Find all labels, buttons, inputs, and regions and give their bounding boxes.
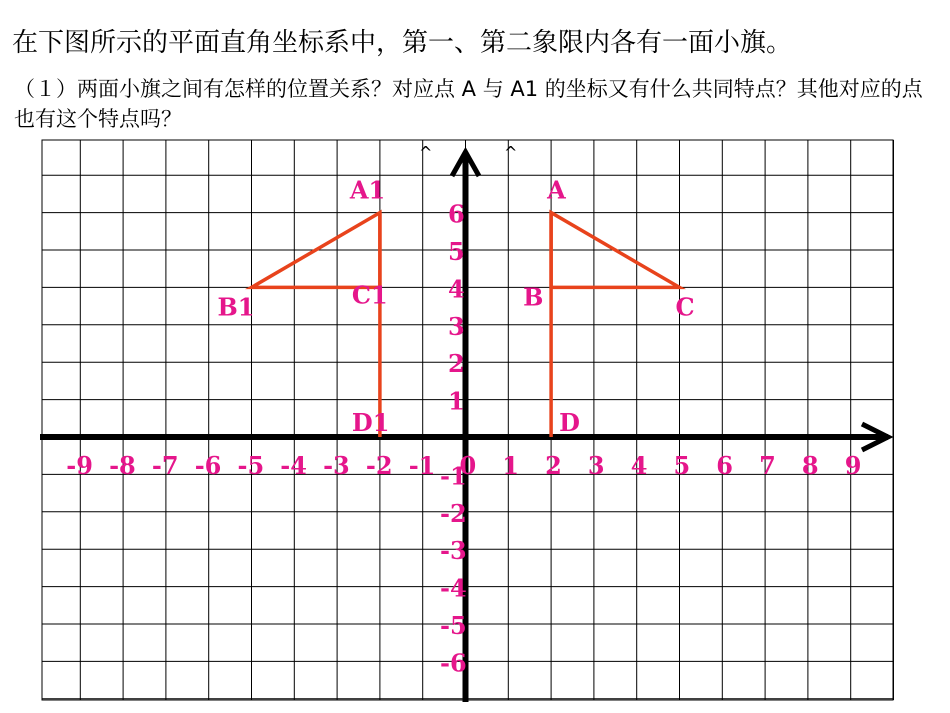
y-tick-label: 2 [448, 349, 465, 379]
x-tick-label: -4 [280, 451, 307, 480]
x-tick-label: -2 [365, 451, 393, 480]
small-caret-left: ^ [419, 143, 433, 162]
y-tick-label: -4 [440, 573, 467, 603]
point-label-c: C [675, 292, 695, 322]
y-tick-label: 5 [448, 237, 465, 266]
y-tick-label: -2 [440, 498, 467, 528]
y-tick-label: -5 [440, 611, 467, 640]
point-label-c1: C1 [351, 280, 388, 310]
y-tick-label: -3 [440, 536, 467, 566]
small-caret-right: ^ [504, 143, 518, 162]
point-label-d1: D1 [351, 408, 390, 437]
x-tick-label: -9 [66, 451, 93, 480]
y-tick-label: 6 [448, 199, 465, 229]
y-tick-label: 1 [448, 386, 465, 416]
point-label-b: B [523, 282, 544, 312]
point-label-a: A [547, 175, 566, 205]
x-tick-label: -6 [194, 451, 222, 480]
x-tick-label: 9 [844, 451, 862, 480]
x-tick-label: 7 [759, 451, 776, 480]
point-label-d: D [559, 408, 580, 437]
flag-left [218, 176, 390, 437]
x-tick-label: 5 [673, 451, 691, 480]
x-tick-label: -1 [408, 451, 436, 480]
x-tick-label: 8 [801, 451, 819, 480]
x-tick-label: 6 [716, 451, 734, 480]
x-tick-label: -3 [323, 451, 350, 480]
question-text: （１）两面小旗之间有怎样的位置关系？对应点 A 与 A1 的坐标又有什么共同特点？其他对应的点也有这个特点吗？ [14, 77, 923, 131]
point-label-b1: B1 [217, 292, 255, 322]
point-label-a1: A1 [349, 175, 386, 205]
x-tick-label: 3 [587, 451, 605, 480]
page-title: 在下图所示的平面直角坐标系中，第一、第二象限内各有一面小旗。 [12, 28, 793, 58]
x-tick-label: 2 [545, 451, 562, 480]
x-tick-label: 1 [502, 451, 520, 480]
flag-right [523, 176, 695, 437]
y-tick-label: -1 [440, 461, 467, 491]
x-tick-label: 4 [630, 451, 648, 480]
x-tick-label: -5 [237, 451, 265, 480]
x-tick-label: -7 [151, 451, 179, 480]
x-tick-label: -8 [109, 451, 136, 480]
y-tick-label: 3 [448, 311, 465, 341]
y-tick-label: 4 [448, 274, 465, 304]
y-tick-label: -6 [440, 648, 467, 678]
x-tick-label: 0 [459, 451, 477, 480]
